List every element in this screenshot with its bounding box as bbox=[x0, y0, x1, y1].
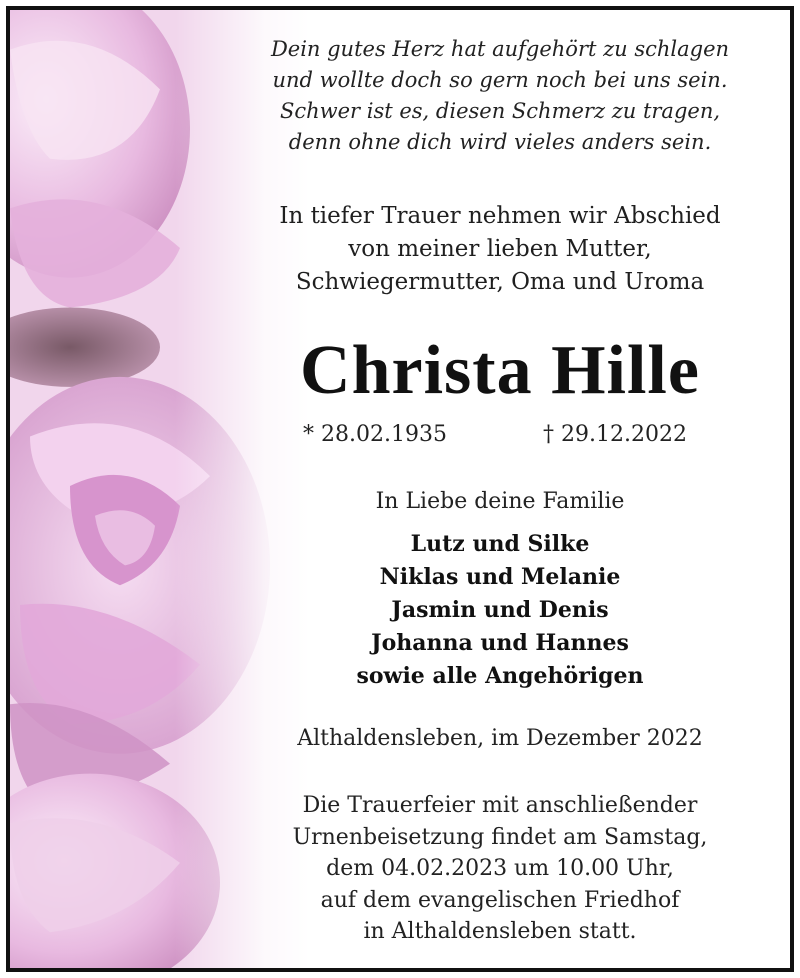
obituary-frame bbox=[6, 6, 794, 972]
service-line: dem 04.02.2023 um 10.00 Uhr, bbox=[326, 856, 674, 881]
poem-line: Schwer ist es, diesen Schmerz zu tragen, bbox=[279, 99, 721, 123]
family-member: sowie alle Angehörigen bbox=[356, 663, 644, 689]
deceased-name: Christa Hille bbox=[300, 332, 700, 409]
family-member: Jasmin und Denis bbox=[391, 597, 609, 623]
family-member: Johanna und Hannes bbox=[371, 630, 629, 656]
family-member: Niklas und Melanie bbox=[379, 564, 621, 590]
intro-line: Schwiegermutter, Oma und Uroma bbox=[295, 269, 705, 295]
intro-line: von meiner lieben Mutter, bbox=[348, 236, 652, 262]
family-intro: In Liebe deine Familie bbox=[375, 489, 625, 514]
funeral-service-info bbox=[225, 790, 775, 948]
service-line: in Althaldensleben statt. bbox=[363, 919, 637, 944]
family-names bbox=[225, 528, 775, 693]
mourning-intro bbox=[225, 200, 775, 299]
place-and-date: Althaldensleben, im Dezember 2022 bbox=[297, 726, 703, 751]
poem-line: Dein gutes Herz hat aufgehört zu schlagen bbox=[270, 37, 730, 61]
poem-line: und wollte doch so gern noch bei uns sein. bbox=[272, 68, 728, 92]
service-line: Urnenbeisetzung findet am Samstag, bbox=[292, 824, 708, 850]
poem-line: denn ohne dich wird vieles anders sein. bbox=[288, 130, 712, 154]
service-line: auf dem evangelischen Friedhof bbox=[320, 887, 680, 913]
poem bbox=[225, 34, 775, 158]
service-line: Die Trauerfeier mit anschließender bbox=[302, 793, 698, 818]
intro-line: In tiefer Trauer nehmen wir Abschied bbox=[279, 203, 721, 229]
death-date: † 29.12.2022 bbox=[543, 422, 687, 447]
obituary-text bbox=[225, 10, 775, 968]
family-member: Lutz und Silke bbox=[410, 531, 590, 557]
birth-date: * 28.02.1935 bbox=[303, 422, 447, 447]
